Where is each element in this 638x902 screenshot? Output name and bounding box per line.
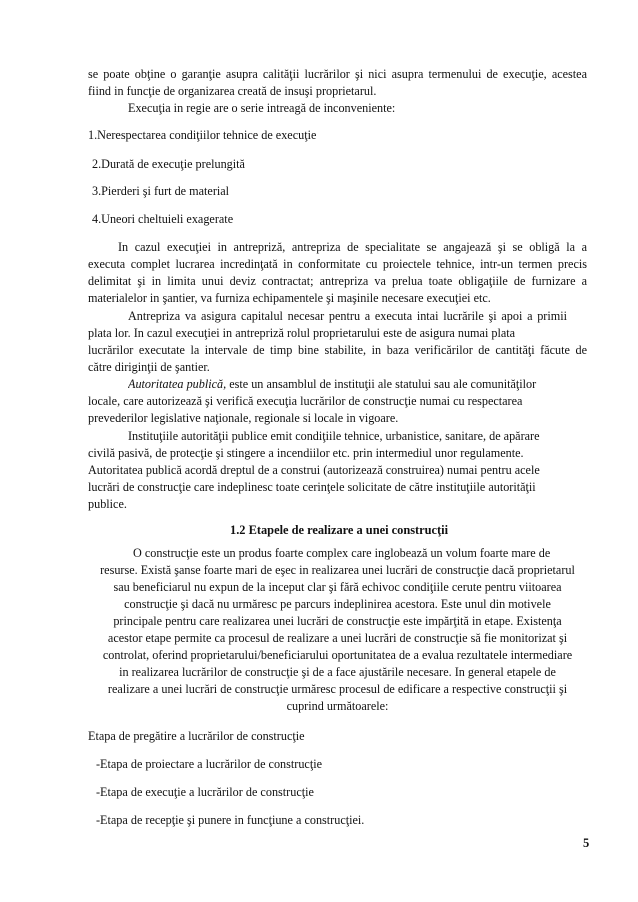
page-number: 5 [583,836,590,850]
stage-item: -Etapa de proiectare a lucrărilor de construcţie [96,757,323,771]
text-line: Antrepriza va asigura capitalul necesar pentru a executa intai lucrările şi apoi a primii [128,309,567,323]
text-line: Execuţia in regie are o serie intreagă de inconveniente: [128,101,396,115]
text-line: Autoritatea publică acordă dreptul de a construi (autorizează construirea) numai pentru acele [88,463,540,477]
text-line: prevederilor legislative naţionale, regionale si locale in vigoare. [88,411,399,425]
text-line: resurse. Există şanse foarte mari de eşec in realizarea unei lucrări de construcţie dacă proprietarul [100,563,575,577]
list-item: 1.Nerespectarea condiţiilor tehnice de execuţie [88,128,317,142]
text-line: materialelor in şantier, va furniza echipamentele şi maşinile necesare execuţiei etc. [88,291,491,305]
text-line: fiind in funcţie de organizarea creată de insuşi proprietarul. [88,84,377,98]
list-item: 2.Durată de execuţie prelungită [92,157,245,171]
text-line [128,377,567,391]
stage-item: -Etapa de recepţie şi punere in funcţiune a construcţiei. [96,813,365,827]
list-item: 4.Uneori cheltuieli exagerate [92,212,234,226]
text-line: O construcţie este un produs foarte complex care inglobează un volum foarte mare de [133,546,551,560]
text-line: in realizarea lucrărilor de construcţie şi de a face ajustările necesare. In general etapele de [119,665,556,679]
text-line: acestor etape permite ca procesul de realizare a unei lucrări de construcţie să fie monitorizat şi [107,631,568,645]
text-line: executa complet lucrarea incredinţată in conformitate cu proiectele tehnice, intr-un termen precis [88,257,587,271]
stage-item: -Etapa de execuţie a lucrărilor de construcţie [96,785,314,799]
text-line: publice. [88,497,127,511]
text-line: locale, care autorizează şi verifică execuţia lucrărilor de construcţie numai cu respectarea [88,394,523,408]
text-line: Instituţiile autorităţii publice emit condiţiile tehnice, urbanistice, sanitare, de apărare [128,429,540,443]
text-line: In cazul execuţiei in antrepriză, antrepriza de specialitate se angajează şi se obligă la a [118,240,587,254]
text-line: principale pentru care realizarea unei lucrări de construcţie este impărţită in etape. Existenţa [113,614,562,628]
section-heading: 1.2 Etapele de realizare a unei construcţii [230,523,449,537]
text-line: delimitat şi in limita unui deviz contractat; antrepriza va prelua toate obligaţiile de furnizare a [88,274,587,288]
text-line: sau beneficiarul nu expun de la inceput clar şi fără echivoc condiţiile cerute pentru viitoarea [113,580,562,594]
text-line: construcţie şi dacă nu urmăresc pe parcurs indeplinirea acestora. Este unul din motivele [124,597,551,611]
stage-item: Etapa de pregătire a lucrărilor de construcţie [88,729,305,743]
text-line: plata lor. In cazul execuţiei in antrepriză rolul proprietarului este de asigura numai plata [88,326,516,340]
text-line: către diriginţii de şantier. [88,360,210,374]
text-line: se poate obţine o garanţie asupra calităţii lucrărilor şi nici asupra termenului de execuţie, acestea [88,67,587,81]
italic-term: Autoritatea publică, [128,377,227,391]
text-line: lucrări de construcţie care indeplinesc toate cerinţele solicitate de către instituţiile autorităţii [88,480,536,494]
text-line: cuprind următoarele: [286,699,389,713]
list-item: 3.Pierderi şi furt de material [92,184,230,198]
text-line: lucrărilor executate la intervale de timp bine stabilite, in baza verificărilor de cantităţi făcute de [88,343,587,357]
text-span: este un ansamblul de instituţii ale statului sau ale comunităţilor [226,377,537,391]
text-line: realizare a unei lucrări de construcţie urmăresc procesul de edificare a respective construcţii şi [107,682,568,696]
text-line: civilă pasivă, de protecţie şi stingere a incendiilor etc. prin intermediul unor regulamente. [88,446,524,460]
text-line: controlat, oferind proprietarului/beneficiarului oportunitatea de a evalua rezultatele intermediare [102,648,573,662]
